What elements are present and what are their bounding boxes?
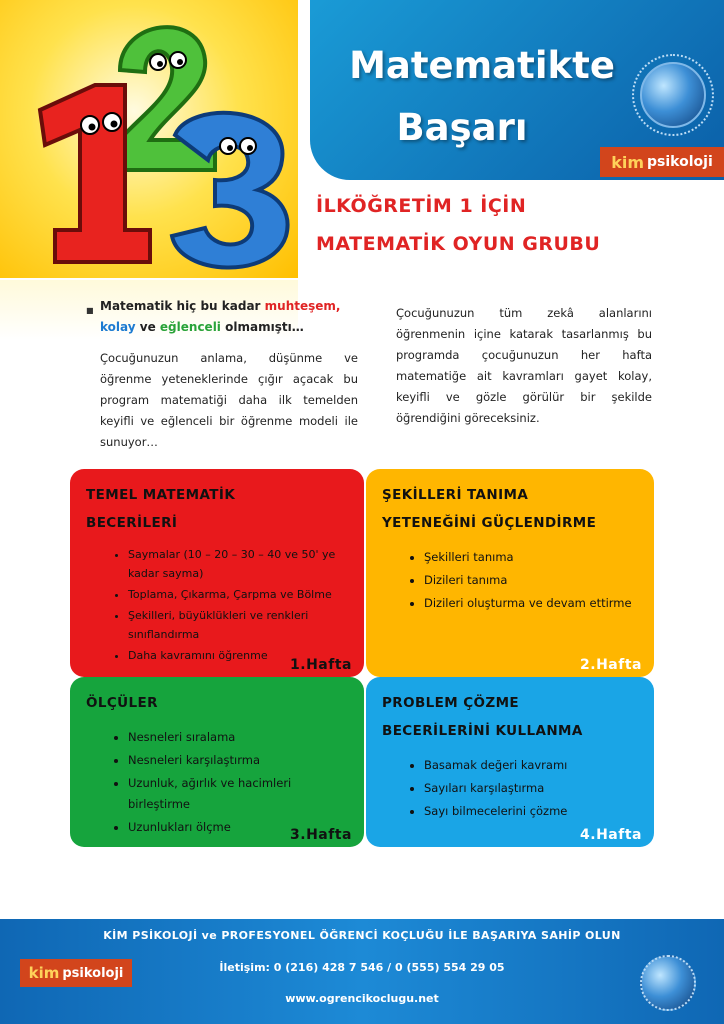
list-item: • Basamak değeri kavramı	[424, 755, 640, 776]
list-item: • Nesneleri karşılaştırma	[128, 750, 350, 771]
module-title-line-1: PROBLEM ÇÖZME	[382, 695, 520, 711]
intro-left-paragraph: Çocuğunuzun anlama, düşünme ve öğrenme yeteneklerinde çığır açacak bu program matematiği daha ilk temelden keyifli ve eğlenceli bir öğrenme modeli ile sunuyor…	[100, 351, 358, 449]
module-card-week-1	[70, 469, 364, 677]
list-item: • Uzunlukları ölçme	[128, 817, 350, 838]
logo-kim-text: kim	[611, 152, 645, 172]
list-item: • Şekilleri, büyüklükleri ve renkleri sınıflandırma	[128, 606, 350, 644]
module-title	[86, 689, 350, 717]
week-label: 3.Hafta	[290, 827, 352, 843]
list-item: • Saymalar (10 – 20 – 30 – 40 ve 50' ye kadar sayma)	[128, 545, 350, 583]
list-item: • Nesneleri sıralama	[128, 727, 350, 748]
list-item: • Dizileri tanıma	[424, 570, 640, 591]
highlight-muhtesem: muhteşem,	[264, 299, 341, 313]
list-item: • Sayı bilmecelerini çözme	[424, 801, 640, 822]
intro-bullet-icon: ■	[86, 306, 94, 315]
module-card-week-3	[70, 677, 364, 847]
list-item: • Uzunluk, ağırlık ve hacimleri birleştirme	[128, 773, 350, 815]
highlight-part-a: Matematik hiç bu kadar	[100, 299, 261, 313]
module-item-list	[382, 755, 640, 822]
list-item: • Toplama, Çıkarma, Çarpma ve Bölme	[128, 585, 350, 604]
globe-icon	[640, 62, 706, 128]
footer-website-link[interactable]: www.ogrencikoclugu.net	[285, 992, 439, 1005]
footer-contact: İletişim: 0 (216) 428 7 546 / 0 (555) 554 29 05	[219, 961, 505, 974]
highlight-ve: ve	[139, 320, 156, 334]
logo-psikoloji-text: psikoloji	[647, 154, 713, 170]
highlight-eglenceli: eğlenceli	[159, 320, 221, 334]
list-item: • Daha kavramını öğrenme	[128, 646, 350, 665]
module-title	[86, 481, 350, 537]
module-title-line-1: ŞEKİLLERİ TANIMA	[382, 487, 529, 503]
module-title-line-1: TEMEL MATEMATİK	[86, 487, 236, 503]
module-title-line-2: BECERİLERİ	[86, 515, 178, 531]
subtitle-line-1: İLKÖĞRETİM 1 İÇİN	[316, 195, 527, 217]
list-item: • Şekilleri tanıma	[424, 547, 640, 568]
module-title-line-2: YETENEĞİNİ GÜÇLENDİRME	[382, 515, 597, 531]
week-label: 1.Hafta	[290, 657, 352, 673]
list-item: • Sayıları karşılaştırma	[424, 778, 640, 799]
module-title-line-1: ÖLÇÜLER	[86, 695, 158, 711]
footer-logo-kim-text: kim	[28, 964, 60, 982]
footer-globe-icon	[640, 955, 696, 1011]
title-banner	[310, 0, 724, 180]
title-line-2: Başarı	[396, 106, 528, 149]
module-card-week-2	[366, 469, 654, 677]
title-line-1: Matematikte	[349, 44, 615, 87]
module-item-list	[86, 727, 350, 838]
module-item-list	[86, 545, 350, 665]
hero-illustration	[0, 0, 298, 278]
footer-slogan: KİM PSİKOLOJİ ve PROFESYONEL ÖĞRENCİ KOÇLUĞU İLE BAŞARIYA SAHİP OLUN	[103, 929, 621, 942]
module-title-line-2: BECERİLERİNİ KULLANMA	[382, 723, 583, 739]
footer	[0, 919, 724, 1024]
week-label: 2.Hafta	[580, 657, 642, 673]
numbers-illustration	[0, 0, 298, 278]
kim-psikoloji-logo	[600, 147, 724, 177]
footer-logo-psikoloji-text: psikoloji	[62, 965, 124, 981]
module-card-week-4	[366, 677, 654, 847]
highlight-kolay: kolay	[100, 320, 136, 334]
module-title	[382, 481, 640, 537]
subtitle-line-2: MATEMATİK OYUN GRUBU	[316, 233, 601, 255]
week-label: 4.Hafta	[580, 827, 642, 843]
highlight-end: olmamıştı…	[225, 320, 304, 334]
number-one-shape	[40, 85, 150, 262]
intro-right-paragraph: Çocuğunuzun tüm zekâ alanlarını öğrenmenin içine katarak tasarlanmış bu programda çocuğunuzun her hafta matematiğe ait kavramları gayet kolay, keyifli ve gözle görülür bir şekilde öğrendiğini göreceksiniz.	[396, 306, 652, 425]
number-three-shape	[172, 113, 288, 268]
list-item: • Dizileri oluşturma ve devam ettirme	[424, 593, 640, 614]
intro-highlight	[100, 296, 360, 338]
module-item-list	[382, 547, 640, 614]
module-title	[382, 689, 640, 745]
